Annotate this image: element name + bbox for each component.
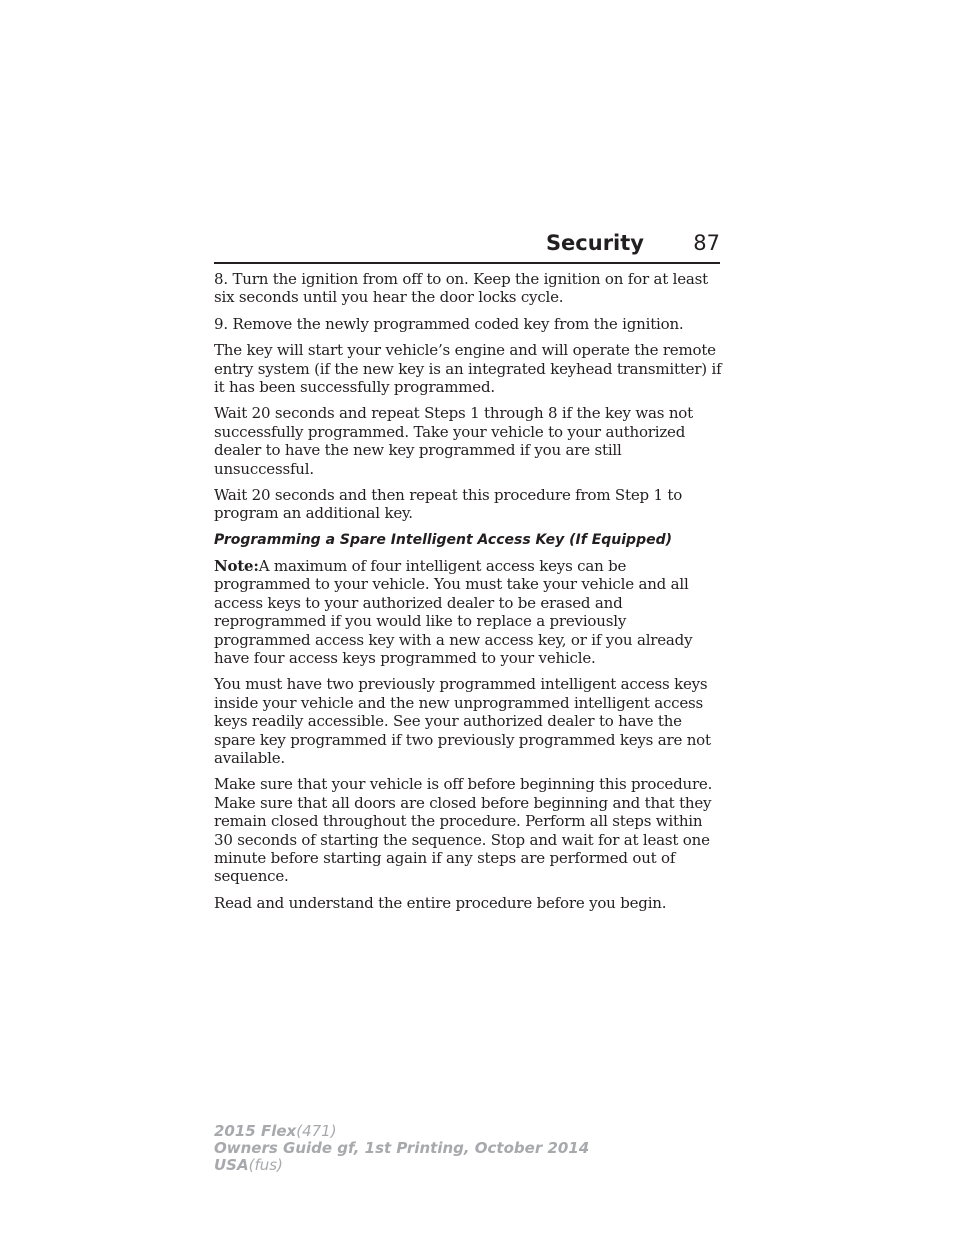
footer-line-2: Owners Guide gf, 1st Printing, October 2014 [214, 1139, 590, 1157]
page-footer [214, 1123, 589, 1174]
section-heading: Programming a Spare Intelligent Access Key (If Equipped) [214, 531, 673, 548]
footer-region-code: (fus) [248, 1156, 283, 1174]
footer-line-3 [214, 1157, 589, 1174]
note-paragraph [214, 557, 724, 667]
read-procedure-paragraph: Read and understand the entire procedure before you begin. [214, 893, 667, 912]
footer-model: 2015 Flex [214, 1122, 297, 1140]
precautions-paragraph: Make sure that your vehicle is off before beginning this procedure. Make sure that all doors are closed before beginning and that they remain closed throughout the procedure. Perform all steps within 30 seconds of starting the sequence. Stop and wait for at least one minute before starting again if any steps are performed out of sequence. [214, 775, 713, 886]
note-label: Note: [214, 556, 259, 575]
note-text: A maximum of four intelligent access keys can be programmed to your vehicle. You must take your vehicle and all access keys to your authorized dealer to be erased and reprogrammed if you would like to replace a previously programmed access key with a new access key, or if you already have four access keys programmed to your vehicle. [214, 556, 693, 667]
additional-key-paragraph: Wait 20 seconds and then repeat this procedure from Step 1 to program an additional key. [214, 486, 683, 523]
page-number: 87 [693, 231, 720, 255]
footer-model-code: (471) [296, 1122, 337, 1140]
footer-line-1 [214, 1123, 589, 1140]
section-title: Security [545, 231, 644, 255]
step-8-paragraph: 8. Turn the ignition from off to on. Keep the ignition on for at least six seconds until you hear the door locks cycle. [214, 270, 708, 307]
retry-paragraph: Wait 20 seconds and repeat Steps 1 through 8 if the key was not successfully programmed. Take your vehicle to your authorized dealer to have the new key programmed if you are still unsuccessful. [214, 404, 693, 478]
page-header [214, 228, 720, 264]
requirements-paragraph: You must have two previously programmed intelligent access keys inside your vehicle and the new unprogrammed intelligent access keys readily accessible. See your authorized dealer to have the spare key programmed if two previously programmed keys are not available. [214, 675, 711, 767]
step-9-paragraph: 9. Remove the newly programmed coded key from the ignition. [214, 314, 684, 333]
header-divider [214, 262, 720, 264]
success-paragraph: The key will start your vehicle’s engine and will operate the remote entry system (if the new key is an integrated keyhead transmitter) if it has been successfully programmed. [214, 341, 722, 397]
page-content [214, 270, 724, 920]
footer-region: USA [214, 1156, 249, 1174]
